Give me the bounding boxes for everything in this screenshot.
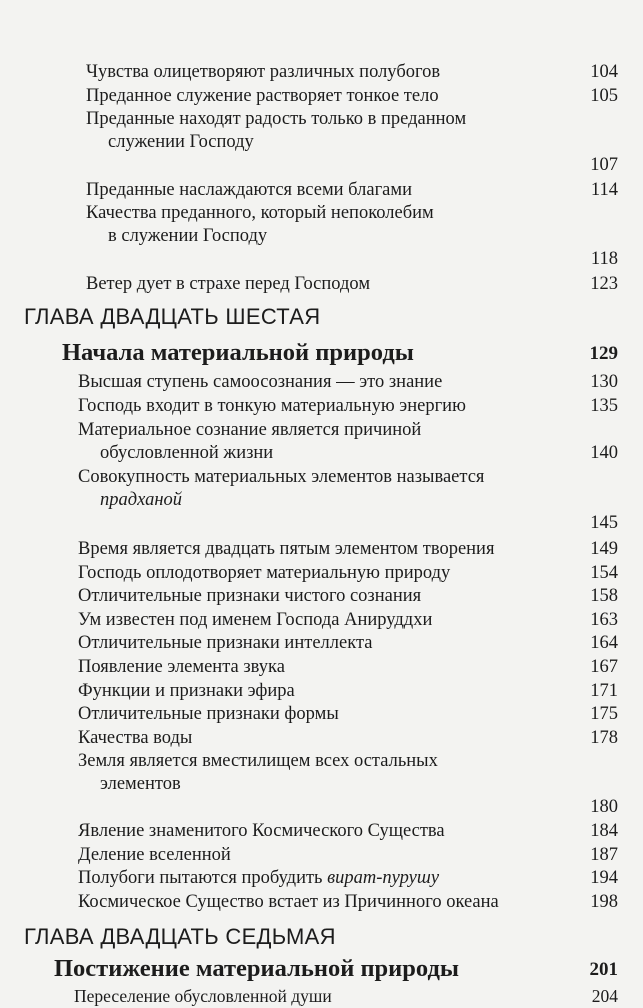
entry-text: Преданные наслаждаются всеми благами <box>86 180 412 200</box>
chapter-label: ГЛАВА ДВАДЦАТЬ СЕДЬМАЯ <box>24 924 336 949</box>
toc-entry <box>86 85 618 108</box>
toc-entry <box>78 562 618 585</box>
page-number: 158 <box>590 586 618 606</box>
page-number: 198 <box>590 892 618 912</box>
toc-entry <box>78 750 618 817</box>
chapter-page-number: 201 <box>589 959 618 980</box>
page-number: 123 <box>590 274 618 294</box>
page-number: 167 <box>590 657 618 677</box>
toc-entry <box>78 395 618 418</box>
page-number: 149 <box>590 539 618 559</box>
entry-text: Преданное служение растворяет тонкое тело <box>86 86 439 106</box>
toc-entry <box>78 727 618 750</box>
entry-text: Функции и признаки эфира <box>78 681 295 701</box>
entry-text: Чувства олицетворяют различных полубогов <box>86 62 441 82</box>
toc-entry <box>78 609 618 632</box>
toc-entry <box>78 419 618 465</box>
entry-text-continued: служении Господу <box>108 132 254 152</box>
page-number: 187 <box>590 845 618 865</box>
toc-entry <box>78 891 618 914</box>
page-number: 114 <box>590 180 618 200</box>
page-number: 145 <box>590 513 618 533</box>
page-number: 194 <box>590 868 618 888</box>
page-number: 171 <box>590 681 618 701</box>
chapter-label: ГЛАВА ДВАДЦАТЬ ШЕСТАЯ <box>24 304 321 329</box>
chapter-title-text: Постижение материальной природы <box>54 955 459 982</box>
entry-text: Появление элемента звука <box>78 657 285 677</box>
entry-text: Материальное сознание является причиной <box>78 420 422 440</box>
page-number: 178 <box>590 728 618 748</box>
toc-entry <box>78 585 618 608</box>
toc-entry <box>78 538 618 561</box>
page-number: 154 <box>590 563 618 583</box>
page-number: 163 <box>590 610 618 630</box>
page-number: 130 <box>590 372 618 392</box>
entry-text: Отличительные признаки интеллекта <box>78 633 373 653</box>
page-number: 204 <box>591 986 618 1006</box>
entry-text: Ум известен под именем Господа Анируддхи <box>78 610 433 630</box>
italic-term: прадханой <box>100 490 183 510</box>
toc-entry <box>78 820 618 843</box>
entry-text-prefix: Полубоги пытаются пробудить <box>78 868 328 888</box>
toc-entry <box>78 371 618 394</box>
toc-entry <box>86 179 618 202</box>
chapter-title <box>40 339 618 373</box>
entry-text: Качества воды <box>78 728 193 748</box>
chapter-title-text: Начала материальной природы <box>62 339 414 366</box>
entry-text: Космическое Существо встает из Причинного океана <box>78 892 499 912</box>
entry-text <box>78 867 618 890</box>
toc-entry <box>86 202 618 269</box>
entry-text-continued: элементов <box>100 774 181 794</box>
toc-entry <box>78 703 618 726</box>
toc-entry <box>86 61 618 84</box>
page-number: 135 <box>590 396 618 416</box>
entry-text: Отличительные признаки чистого сознания <box>78 586 422 606</box>
entry-text: Господь входит в тонкую материальную энергию <box>78 396 466 416</box>
toc-entry <box>78 680 618 703</box>
chapter-page-number: 129 <box>589 343 618 364</box>
entry-text: Господь оплодотворяет материальную природу <box>78 563 451 583</box>
toc-entry <box>78 656 618 679</box>
entry-text-continued: в служении Господу <box>108 226 268 246</box>
entry-text: Переселение обусловленной души <box>74 986 332 1006</box>
page-number: 184 <box>590 821 618 841</box>
page-number: 164 <box>590 633 618 653</box>
entry-text: Высшая ступень самоосознания — это знание <box>78 372 443 392</box>
toc-entry <box>78 466 618 533</box>
page-number: 175 <box>590 704 618 724</box>
toc-entry <box>86 273 618 296</box>
entry-text: Ветер дует в страхе перед Господом <box>86 274 371 294</box>
entry-text: Совокупность материальных элементов называется <box>78 467 485 487</box>
entry-text: Явление знаменитого Космического Существа <box>78 821 445 841</box>
page-number: 118 <box>590 249 618 269</box>
entry-text: Отличительные признаки формы <box>78 704 339 724</box>
page-number: 105 <box>590 86 618 106</box>
entry-text: Время является двадцать пятым элементом творения <box>78 539 495 559</box>
entry-text: Преданные находят радость только в преданном <box>86 109 467 129</box>
toc-entry <box>86 108 618 175</box>
chapter-title <box>40 955 618 989</box>
italic-term: вират-пурушу <box>327 868 440 888</box>
toc-entry <box>74 985 618 1008</box>
entry-text-continued: обусловленной жизни <box>100 443 274 463</box>
page-number: 107 <box>590 155 618 175</box>
toc-entry <box>78 632 618 655</box>
toc-entry <box>78 844 618 867</box>
page-number: 140 <box>590 443 618 463</box>
entry-text: Качества преданного, который непоколебим <box>86 203 434 223</box>
entry-text: Земля является вместилищем всех остальных <box>78 751 438 771</box>
page-number: 180 <box>590 797 618 817</box>
entry-text-continued <box>78 489 618 512</box>
entry-text: Деление вселенной <box>78 845 231 865</box>
toc-entry <box>78 867 618 890</box>
page-number: 104 <box>590 62 618 82</box>
